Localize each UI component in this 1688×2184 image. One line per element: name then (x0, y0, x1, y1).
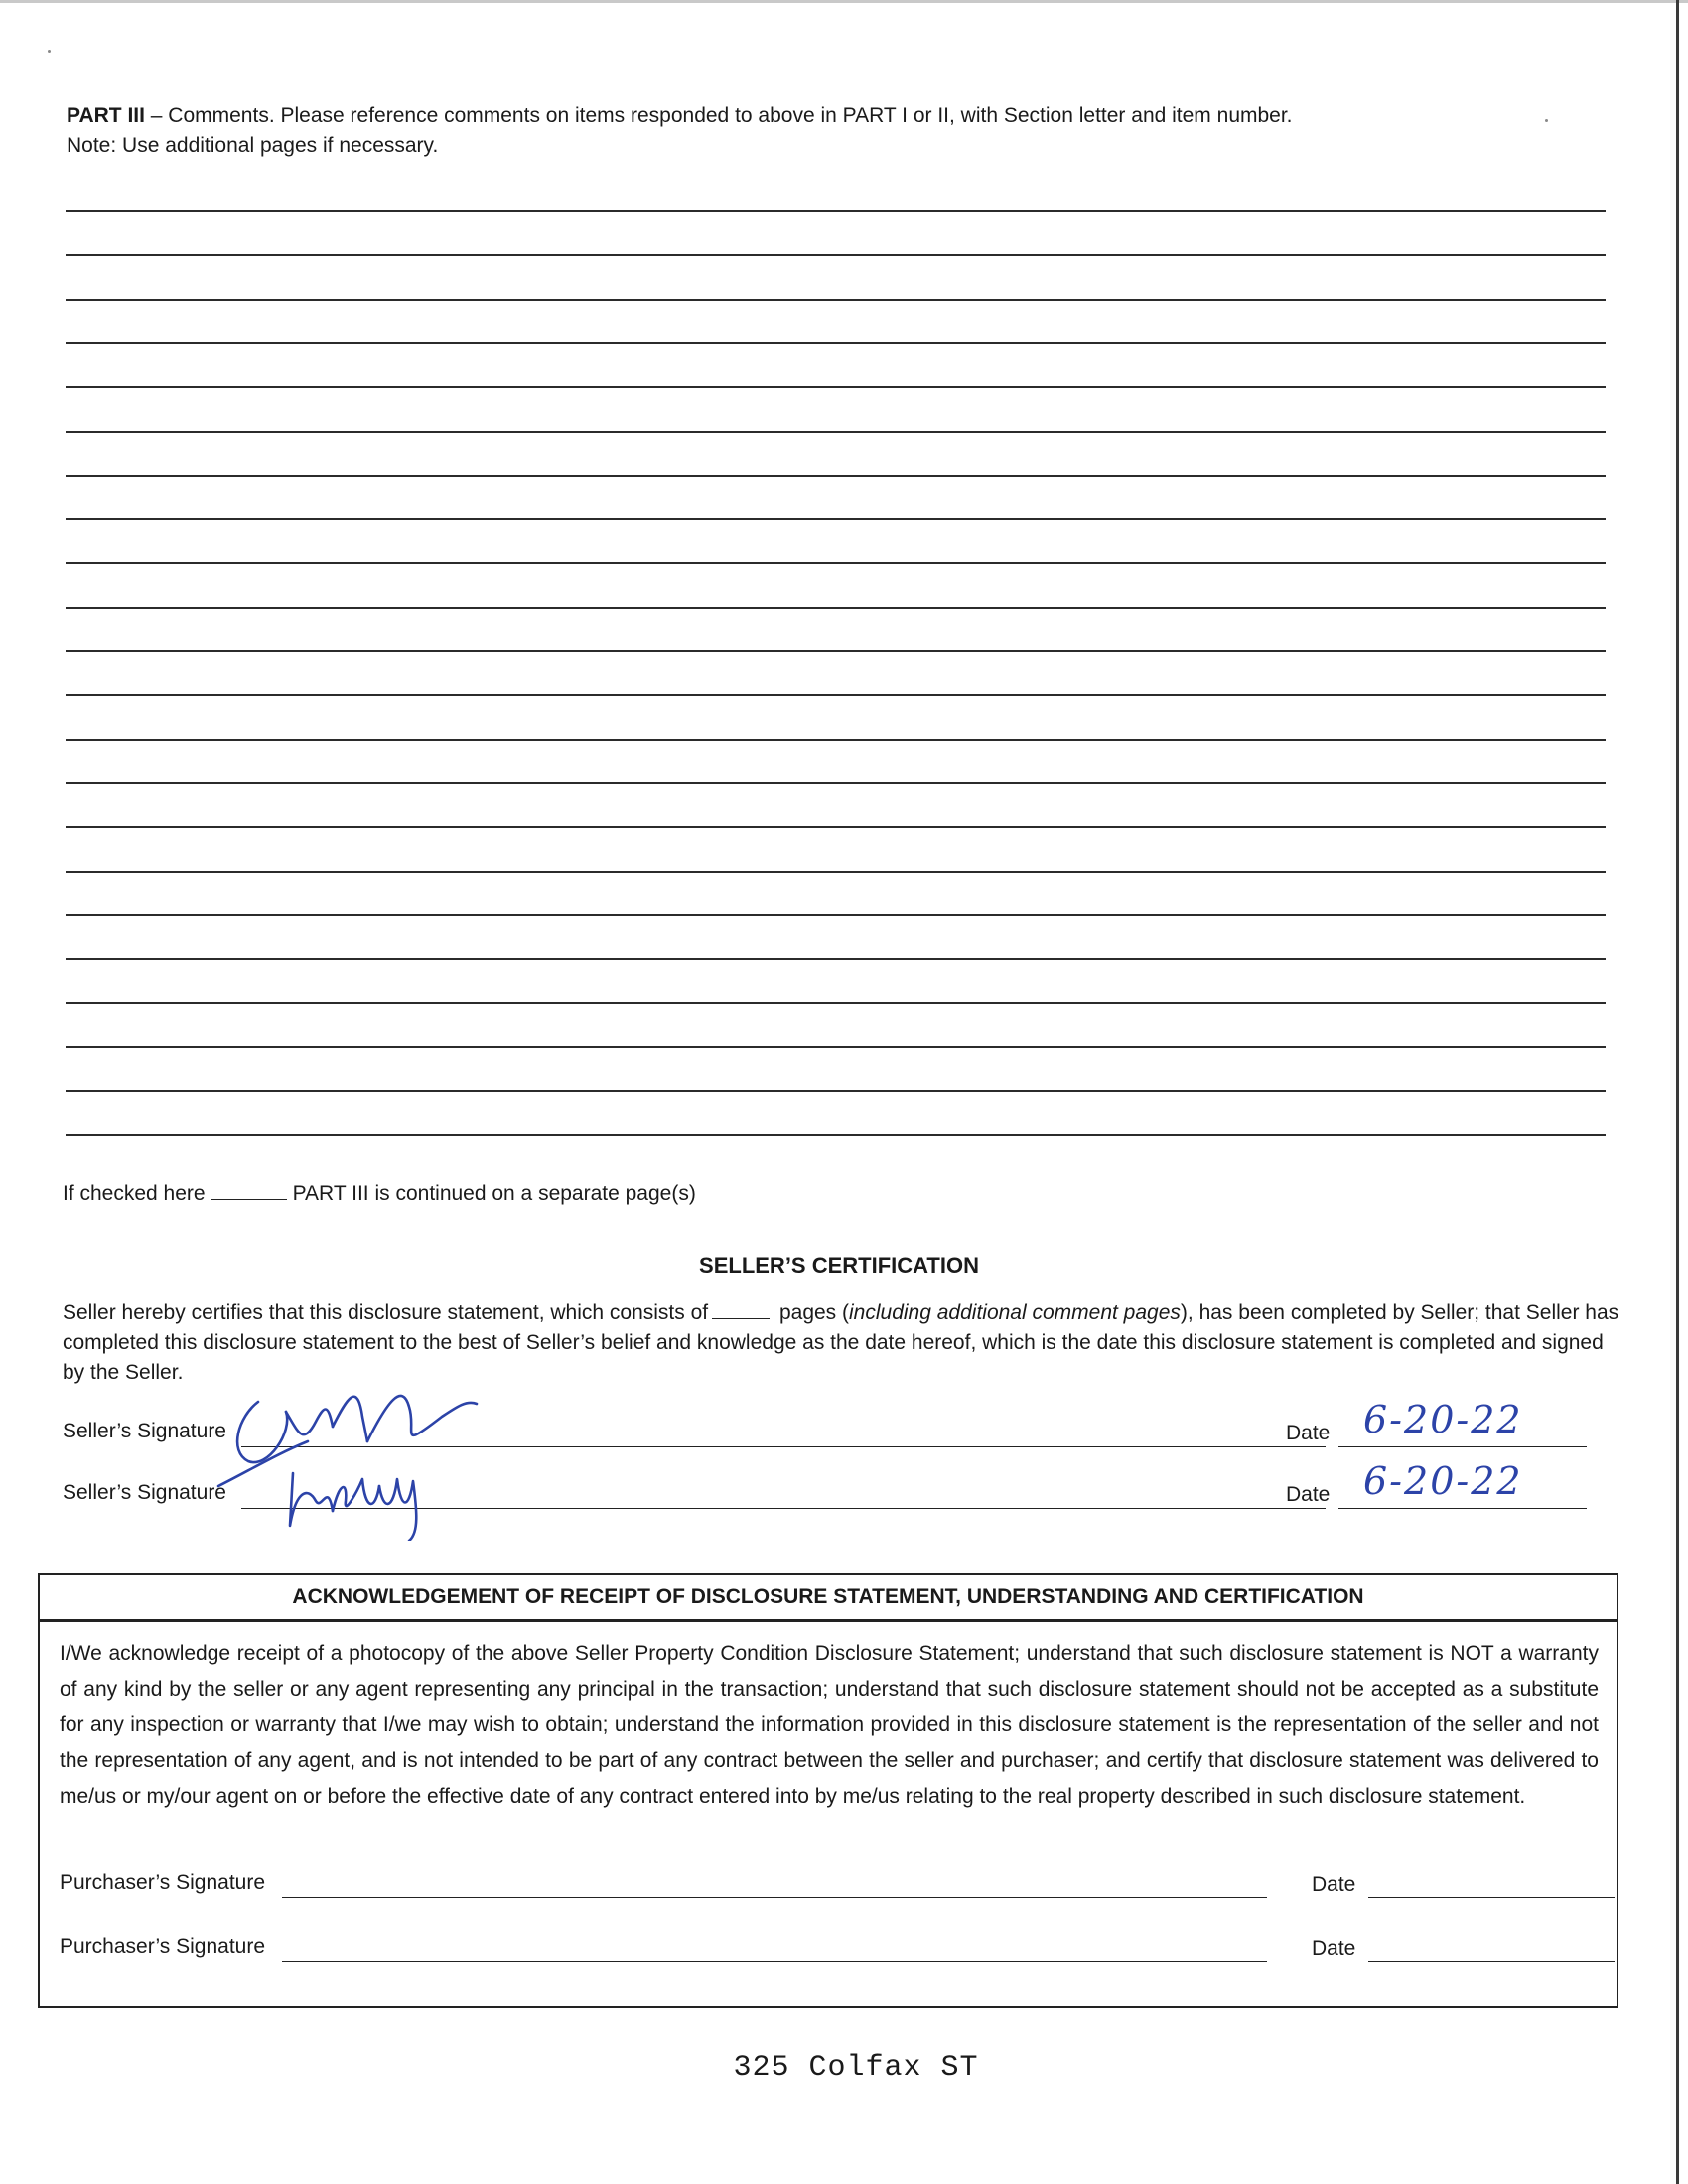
purchaser-signature-row-2 (60, 1935, 1609, 1969)
comment-line[interactable] (66, 342, 1606, 344)
date-label: Date (1286, 1483, 1331, 1506)
continued-checkbox-blank[interactable] (211, 1181, 287, 1200)
seller-signature-label: Seller’s Signature (63, 1420, 226, 1442)
comment-line[interactable] (66, 958, 1606, 960)
signature-stroke (218, 1441, 308, 1486)
signature-stroke (333, 1397, 367, 1441)
continued-before: If checked here (63, 1182, 206, 1205)
signature-stroke (290, 1473, 333, 1526)
acknowledgement-box (38, 1573, 1618, 2008)
property-address: 325 Colfax ST (733, 2051, 979, 2085)
signature-stroke (379, 1479, 416, 1541)
seller-certification-heading: SELLER’S CERTIFICATION (699, 1253, 979, 1278)
date-line[interactable] (1368, 1961, 1615, 1962)
comment-line[interactable] (66, 386, 1606, 388)
signature-stroke (286, 1410, 333, 1435)
comment-line[interactable] (66, 299, 1606, 301)
date-label: Date (1312, 1937, 1356, 1960)
page-count-blank[interactable] (712, 1300, 770, 1319)
comment-line[interactable] (66, 871, 1606, 873)
handwritten-signatures (199, 1362, 496, 1541)
comment-line[interactable] (66, 1090, 1606, 1092)
comment-line[interactable] (66, 518, 1606, 520)
part3-instructions (67, 101, 1616, 161)
comment-line[interactable] (66, 650, 1606, 652)
date-line[interactable] (1368, 1897, 1615, 1898)
cert-text-c: ), has been completed by Seller; that Seller has completed this disclosure statement to the best of Seller’s belief and knowledge as the date hereof, which is the date this disclosure statement is completed and signed by the Seller. (63, 1301, 1619, 1384)
comment-line[interactable] (66, 210, 1606, 212)
part3-heading: PART III (67, 104, 145, 127)
comment-line[interactable] (66, 431, 1606, 433)
purchaser-signature-line[interactable] (282, 1897, 1267, 1898)
comment-line[interactable] (66, 254, 1606, 256)
comment-line[interactable] (66, 694, 1606, 696)
purchaser-signature-label: Purchaser’s Signature (60, 1935, 266, 1958)
cert-text-italic: including additional comment pages (849, 1301, 1181, 1324)
purchaser-signature-row-1 (60, 1871, 1609, 1905)
comment-line[interactable] (66, 1046, 1606, 1048)
purchaser-signature-line[interactable] (282, 1961, 1267, 1962)
comment-line[interactable] (66, 1002, 1606, 1004)
purchaser-signature-label: Purchaser’s Signature (60, 1871, 266, 1894)
handwritten-date: 6-20-22 (1363, 1459, 1523, 1503)
acknowledgement-heading: ACKNOWLEDGEMENT OF RECEIPT OF DISCLOSURE STATEMENT, UNDERSTANDING AND CERTIFICATION (40, 1575, 1617, 1622)
cert-text-a: Seller hereby certifies that this disclosure statement, which consists of (63, 1301, 709, 1324)
date-line[interactable] (1338, 1508, 1587, 1509)
part3-text: – Comments. Please reference comments on items responded to above in PART I or II, with Section letter and item number. (144, 104, 1293, 127)
part3-note: Note: Use additional pages if necessary. (67, 134, 439, 157)
comment-line[interactable] (66, 826, 1606, 828)
comment-line[interactable] (66, 475, 1606, 477)
comment-line[interactable] (66, 1134, 1606, 1136)
comment-line[interactable] (66, 914, 1606, 916)
handwritten-date: 6-20-22 (1363, 1398, 1523, 1441)
signature-stroke (333, 1479, 379, 1511)
comment-line[interactable] (66, 782, 1606, 784)
seller-signature-label: Seller’s Signature (63, 1481, 226, 1504)
date-line[interactable] (1338, 1446, 1587, 1447)
acknowledgement-text: I/We acknowledge receipt of a photocopy of the above Seller Property Condition Disclosure Statement; understand that such disclosure statement is NOT a warranty of any kind by the seller or any agent representing any principal in the transaction; understand that such disclosure statement should not be accepted as a substitute for any inspection or warranty that I/we may wish to obtain; understand the information provided in this disclosure statement is the representation of the seller and not the representation of any agent, and is not intended to be part of any contract between the seller and purchaser; and certify that disclosure statement was delivered to me/us or my/our agent on or before the effective date of any contract entered into by me/us relating to the real property described in such disclosure statement. (60, 1642, 1599, 1808)
comment-line[interactable] (66, 739, 1606, 741)
date-label: Date (1312, 1873, 1356, 1896)
page-edge-top (0, 0, 1688, 3)
signature-stroke (367, 1396, 477, 1441)
page-edge-right (1676, 0, 1679, 2184)
continued-after: PART III is continued on a separate page(s) (292, 1182, 696, 1205)
cert-text-b: pages ( (774, 1301, 850, 1324)
continued-note (63, 1181, 696, 1206)
scan-speck (48, 50, 51, 53)
date-label: Date (1286, 1422, 1331, 1444)
comment-line[interactable] (66, 562, 1606, 564)
comment-line[interactable] (66, 607, 1606, 609)
